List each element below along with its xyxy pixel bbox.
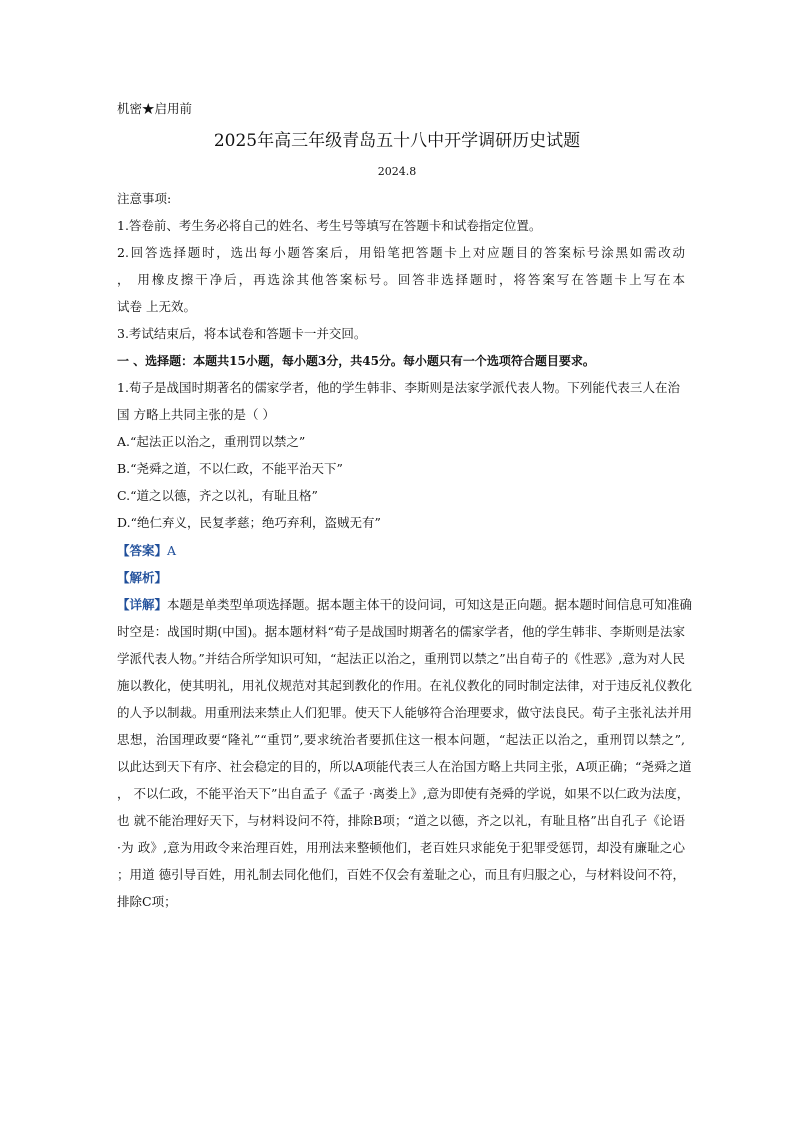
analysis-line: 排除C项； xyxy=(117,894,177,909)
analysis-line: 思想，治国理政要“隆礼”“重罚”,要求统治者要抓住这一根本问题，“起法正以治之，重刑罚以禁之”, xyxy=(117,732,685,747)
analysis-line: ·为 政》,意为用政令来治理百姓，用刑法来整顿他们，老百姓只求能免于犯罪受惩罚，却没有廉耻之心 xyxy=(117,840,685,855)
section-heading: 一 、选择题：本题共15小题，每小题3分，共45分。每小题只有一个选项符合题目要求。 xyxy=(117,354,595,368)
analysis-line: 施以教化，使其明礼，用礼仪规范对其起到教化的作用。在礼仪教化的同时制定法律，对于违反礼仪教化 xyxy=(117,678,693,693)
answer-line xyxy=(117,543,176,559)
confidential-label: 机密★启用前 xyxy=(117,101,193,116)
option-a: A.“起法正以治之，重刑罚以禁之” xyxy=(117,434,306,449)
notice-heading: 注意事项: xyxy=(117,191,172,206)
notice-line: 试卷 上无效。 xyxy=(117,299,196,314)
notice-line: 1.答卷前、考生务必将自己的姓名、考生号等填写在答题卡和试卷指定位置。 xyxy=(117,218,542,233)
question-stem: 1.荀子是战国时期著名的儒家学者，他的学生韩非、李斯则是法家学派代表人物。下列能代表三人在治 xyxy=(117,380,680,395)
answer-label: 【答案】 xyxy=(117,543,168,558)
option-d: D.“绝仁弃义，民复孝慈；绝巧弃利，盗贼无有” xyxy=(117,515,381,530)
detail-text: 本题是单类型单项选择题。据本题主体干的设问词，可知这是正向题。据本题时间信息可知准确 xyxy=(167,597,693,612)
analysis-line: 也 就不能治理好天下，与材料设问不符，排除B项；“道之以德，齐之以礼，有耻且格”出自孔子《论语 xyxy=(117,813,685,828)
analysis-label: 【解析】 xyxy=(117,570,168,585)
analysis-line: 学派代表人物。”并结合所学知识可知，“起法正以治之，重刑罚以禁之”出自荀子的《性恶》,意为对人民 xyxy=(117,651,685,666)
analysis-line: 以此达到天下有序、社会稳定的目的，所以A项能代表三人在治国方略上共同主张，A项正确；“尧舜之道 xyxy=(117,759,692,774)
analysis-line: 的人予以制裁。用重刑法来禁止人们犯罪。使天下人能够符合治理要求，做守法良民。荀子主张礼法并用 xyxy=(117,705,693,720)
page-title: 2025年高三年级青岛五十八中开学调研历史试题 xyxy=(213,131,581,151)
answer-value: A xyxy=(167,543,177,558)
analysis-line xyxy=(117,597,693,613)
notice-line: ， 用橡皮擦干净后，再选涂其他答案标号。回答非选择题时，将答案写在答题卡上写在本 xyxy=(117,272,685,287)
question-stem: 国 方略上共同主张的是（ ） xyxy=(117,407,275,422)
notice-line: 3.考试结束后，将本试卷和答题卡一并交回。 xyxy=(117,326,367,341)
detail-label: 【详解】 xyxy=(117,597,168,612)
analysis-line: ， 不以仁政，不能平治天下”出自孟子《孟子 ·离娄上》,意为即使有尧舜的学说，如果不以仁政为法度， xyxy=(117,786,690,801)
analysis-line: ；用道 德引导百姓，用礼制去同化他们，百姓不仅会有羞耻之心，而且有归服之心，与材料设问不符， xyxy=(117,867,685,882)
notice-line: 2.回答选择题时，选出每小题答案后，用铅笔把答题卡上对应题目的答案标号涂黑如需改动 xyxy=(117,245,685,260)
analysis-line: 时空是：战国时期(中国)。据本题材料“荀子是战国时期著名的儒家学者，他的学生韩非、李斯则是法家 xyxy=(117,624,685,639)
option-c: C.“道之以德，齐之以礼，有耻且格” xyxy=(117,488,318,503)
exam-date: 2024.8 xyxy=(377,165,417,178)
option-b: B.“尧舜之道，不以仁政，不能平治天下” xyxy=(117,461,343,476)
